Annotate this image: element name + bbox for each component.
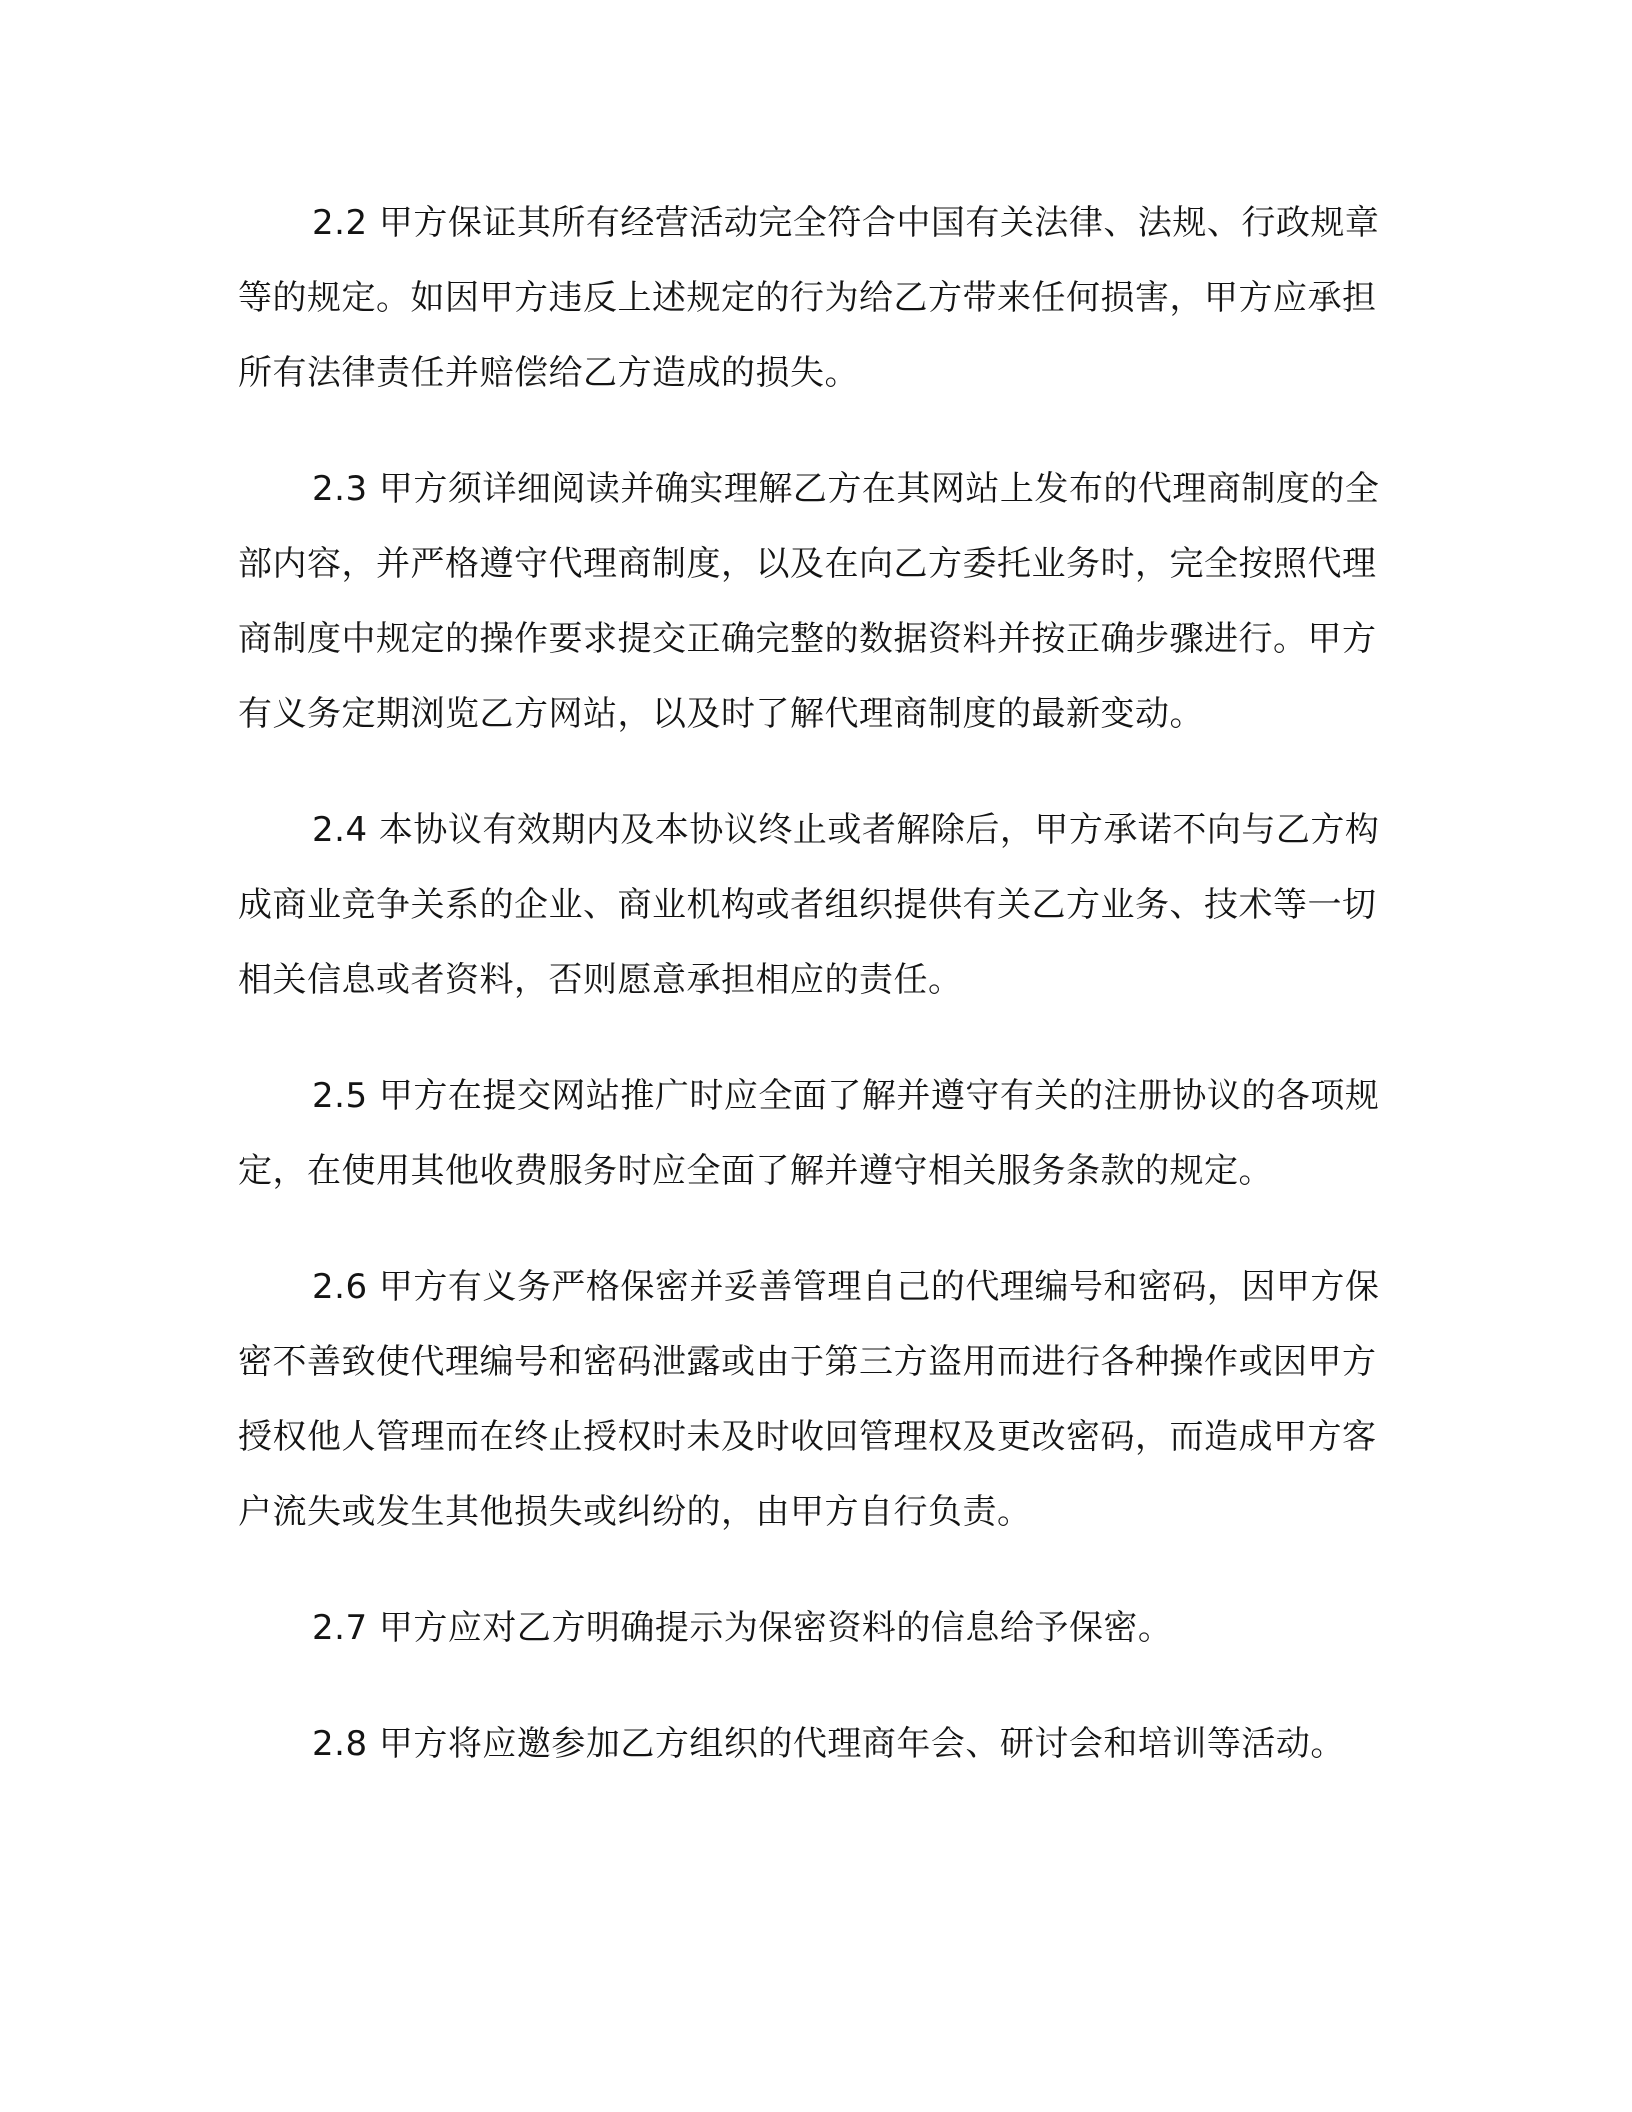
document-body xyxy=(238,186,1408,1823)
clause-2-4: 2.4 本协议有效期内及本协议终止或者解除后，甲方承诺不向与乙方构成商业竞争关系的企业、商业机构或者组织提供有关乙方业务、技术等一切相关信息或者资料，否则愿意承担相应的责任。 xyxy=(238,810,1380,1000)
clause-2-5: 2.5 甲方在提交网站推广时应全面了解并遵守有关的注册协议的各项规定，在使用其他收费服务时应全面了解并遵守相关服务条款的规定。 xyxy=(238,1076,1380,1191)
clause-2-7: 2.7 甲方应对乙方明确提示为保密资料的信息给予保密。 xyxy=(312,1608,1173,1648)
clause-2-3: 2.3 甲方须详细阅读并确实理解乙方在其网站上发布的代理商制度的全部内容，并严格遵守代理商制度，以及在向乙方委托业务时，完全按照代理商制度中规定的操作要求提交正确完整的数据资料并按正确步骤进行。甲方有义务定期浏览乙方网站，以及时了解代理商制度的最新变动。 xyxy=(238,469,1380,734)
clause-2-6: 2.6 甲方有义务严格保密并妥善管理自己的代理编号和密码，因甲方保密不善致使代理编号和密码泄露或由于第三方盗用而进行各种操作或因甲方授权他人管理而在终止授权时未及时收回管理权及更改密码，而造成甲方客户流失或发生其他损失或纠纷的，由甲方自行负责。 xyxy=(238,1267,1380,1532)
clause-2-8: 2.8 甲方将应邀参加乙方组织的代理商年会、研讨会和培训等活动。 xyxy=(312,1724,1345,1764)
clause-2-2: 2.2 甲方保证其所有经营活动完全符合中国有关法律、法规、行政规章等的规定。如因甲方违反上述规定的行为给乙方带来任何损害，甲方应承担所有法律责任并赔偿给乙方造成的损失。 xyxy=(238,203,1380,393)
